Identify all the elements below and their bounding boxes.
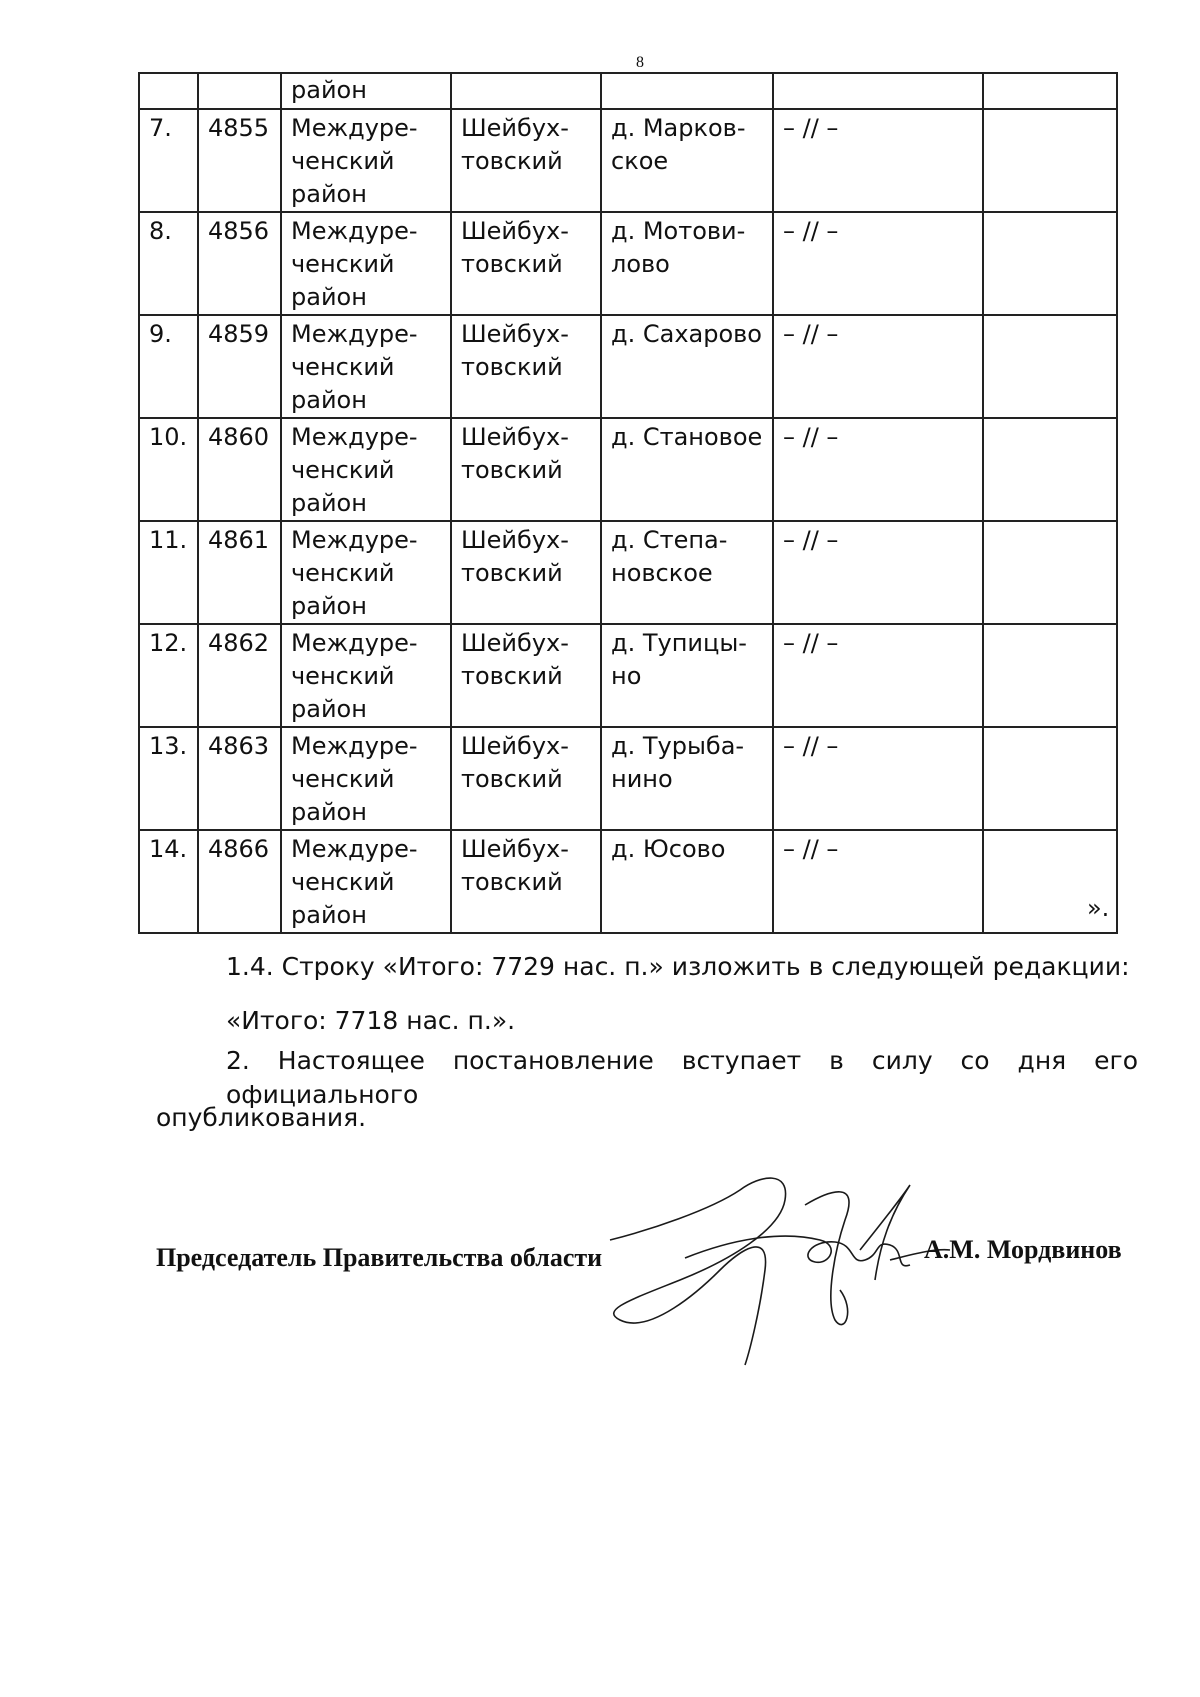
cell-municipality (451, 73, 601, 109)
cell-settlement: д. Степа- новское (601, 521, 773, 624)
cell-note: – // – (773, 830, 983, 933)
cell-district: Междуре- ченский район (281, 830, 451, 933)
cell-municipality: Шейбух- товский (451, 624, 601, 727)
table-row (139, 727, 1117, 830)
cell-extra (983, 109, 1117, 212)
cell-extra (983, 521, 1117, 624)
cell-code (198, 73, 281, 109)
cell-district: Междуре- ченский район (281, 212, 451, 315)
cell-row-number: 13. (139, 727, 198, 830)
table-row (139, 521, 1117, 624)
cell-note: – // – (773, 315, 983, 418)
cell-code: 4861 (198, 521, 281, 624)
cell-municipality: Шейбух- товский (451, 418, 601, 521)
cell-note: – // – (773, 418, 983, 521)
cell-settlement (601, 73, 773, 109)
cell-district: Междуре- ченский район (281, 624, 451, 727)
cell-municipality: Шейбух- товский (451, 109, 601, 212)
cell-settlement: д. Мотови- лово (601, 212, 773, 315)
cell-district: Междуре- ченский район (281, 727, 451, 830)
table-row (139, 830, 1117, 933)
cell-code: 4866 (198, 830, 281, 933)
page-number: 8 (636, 54, 644, 71)
cell-extra (983, 418, 1117, 521)
table-row (139, 109, 1117, 212)
table-row (139, 418, 1117, 521)
cell-municipality: Шейбух- товский (451, 830, 601, 933)
table-row (139, 212, 1117, 315)
cell-district: Междуре- ченский район (281, 109, 451, 212)
cell-code: 4863 (198, 727, 281, 830)
cell-code: 4860 (198, 418, 281, 521)
cell-row-number: 14. (139, 830, 198, 933)
table-row (139, 73, 1117, 109)
cell-settlement: д. Марков- ское (601, 109, 773, 212)
cell-note: – // – (773, 727, 983, 830)
cell-municipality: Шейбух- товский (451, 521, 601, 624)
signer-name: А.М. Мордвинов (924, 1235, 1122, 1264)
cell-row-number: 12. (139, 624, 198, 727)
cell-settlement: д. Тупицы- но (601, 624, 773, 727)
cell-extra (983, 73, 1117, 109)
signer-title: Председатель Правительства области (156, 1243, 603, 1272)
cell-note (773, 73, 983, 109)
paragraph-total: «Итого: 7718 нас. п.». (226, 1006, 516, 1035)
cell-note: – // – (773, 109, 983, 212)
cell-settlement: д. Юсово (601, 830, 773, 933)
cell-note: – // – (773, 624, 983, 727)
cell-municipality: Шейбух- товский (451, 727, 601, 830)
cell-extra (983, 212, 1117, 315)
cell-code: 4859 (198, 315, 281, 418)
cell-extra (983, 727, 1117, 830)
paragraph-2-line-1: 2. Настоящее постановление вступает в силу со дня его официального (226, 1046, 1138, 1109)
cell-code: 4862 (198, 624, 281, 727)
signature-icon (590, 1170, 960, 1370)
cell-code: 4856 (198, 212, 281, 315)
cell-municipality: Шейбух- товский (451, 315, 601, 418)
cell-district: район (281, 73, 451, 109)
cell-row-number: 10. (139, 418, 198, 521)
cell-row-number: 8. (139, 212, 198, 315)
cell-row-number: 9. (139, 315, 198, 418)
table-row (139, 624, 1117, 727)
cell-settlement: д. Сахарово (601, 315, 773, 418)
cell-extra (983, 315, 1117, 418)
cell-municipality: Шейбух- товский (451, 212, 601, 315)
cell-settlement: д. Становое (601, 418, 773, 521)
table-row (139, 315, 1117, 418)
paragraph-2-line-2: опубликования. (156, 1103, 367, 1132)
cell-settlement: д. Турыба- нино (601, 727, 773, 830)
cell-district: Междуре- ченский район (281, 521, 451, 624)
cell-district: Междуре- ченский район (281, 315, 451, 418)
closing-quote: ». (1087, 894, 1110, 922)
cell-code: 4855 (198, 109, 281, 212)
cell-district: Междуре- ченский район (281, 418, 451, 521)
cell-extra (983, 624, 1117, 727)
cell-row-number: 7. (139, 109, 198, 212)
paragraph-1-4: 1.4. Строку «Итого: 7729 нас. п.» изложить в следующей редакции: (226, 952, 1130, 981)
cell-row-number: 11. (139, 521, 198, 624)
settlements-table (138, 72, 1118, 934)
cell-row-number (139, 73, 198, 109)
cell-note: – // – (773, 521, 983, 624)
cell-note: – // – (773, 212, 983, 315)
